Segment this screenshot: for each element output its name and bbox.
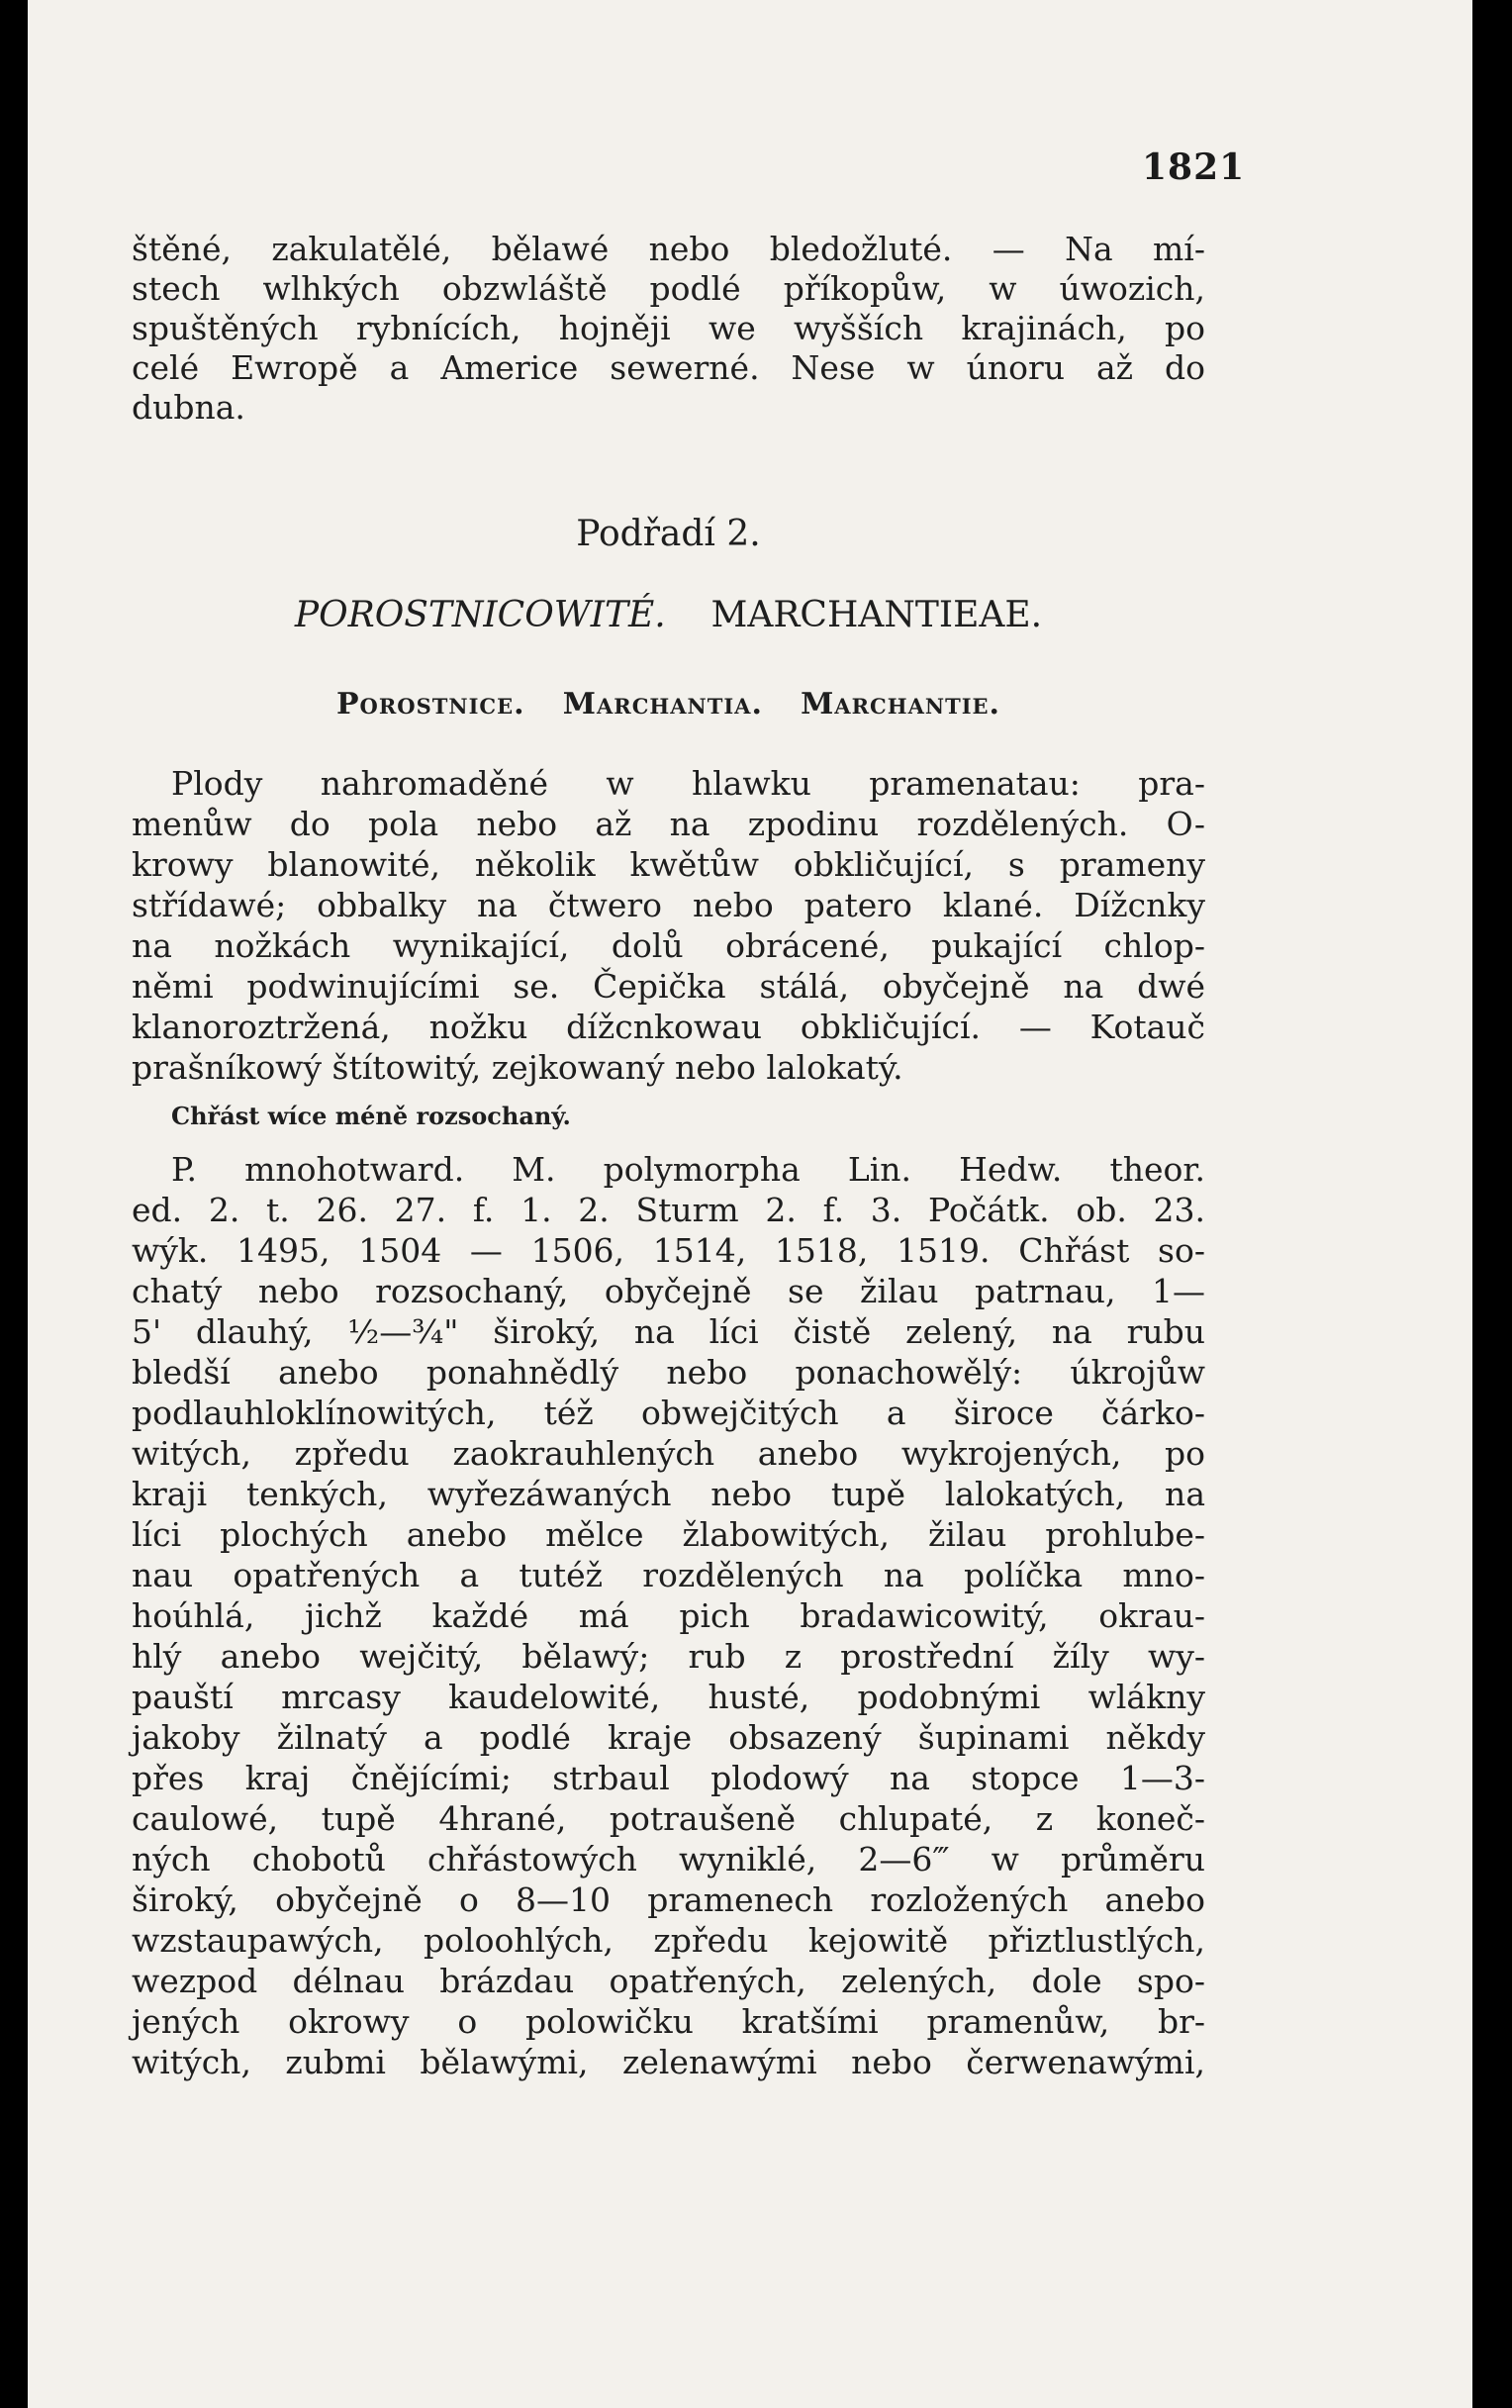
description-line: Plody nahromaděné w hlawku pramenatau: pra- — [171, 764, 1205, 803]
species-line: podlauhloklínowitých, též obwejčitých a široce čárko- — [132, 1394, 1205, 1432]
species-line: ed. 2. t. 26. 27. f. 1. 2. Sturm 2. f. 3. Počátk. ob. 23. — [132, 1191, 1205, 1229]
suborder-heading: Podřadí 2. — [576, 514, 761, 554]
description-line: prašníkowý štítowitý, zejkowaný nebo lalokatý. — [132, 1048, 903, 1087]
family-czech: POROSTNICOWITÉ. — [294, 595, 666, 635]
species-line: wzstaupawých, poloohlých, zpředu kejowitě přiztlustlých, — [132, 1921, 1205, 1960]
species-line: široký, obyčejně o 8—10 pramenech rozložených anebo — [132, 1880, 1205, 1919]
species-line: bledší anebo ponahnědlý nebo ponachowělý: úkrojůw — [132, 1353, 1205, 1392]
book-page — [28, 0, 1472, 2408]
family-latin: MARCHANTIEAE. — [710, 595, 1043, 635]
species-line: wezpod délnau brázdau opatřených, zelených, dole spo- — [132, 1962, 1205, 2000]
species-line: hoúhlá, jichž každé má pich bradawicowitý, okrau- — [132, 1596, 1205, 1635]
species-line: witých, zpředu zaokrauhlených anebo wykrojených, po — [132, 1434, 1205, 1473]
page-number: 1821 — [1142, 146, 1246, 188]
genus-heading — [132, 685, 1205, 724]
species-line: hlý anebo wejčitý, bělawý; rub z prostřední žíly wy- — [132, 1637, 1205, 1676]
species-line: 5' dlauhý, ½—¾" široký, na líci čistě zelený, na rubu — [132, 1312, 1205, 1351]
description-line: němi podwinujícími se. Čepička stálá, obyčejně na dwé — [132, 967, 1205, 1006]
species-line: jakoby žilnatý a podlé kraje obsazený šupinami někdy — [132, 1718, 1205, 1757]
genus-latin: Marchantia. — [562, 687, 763, 722]
species-line: witých, zubmi bělawými, zelenawými nebo čerwenawými, — [132, 2043, 1205, 2081]
species-line: P. mnohotward. M. polymorpha Lin. Hedw. theor. — [171, 1150, 1205, 1189]
description-line: na nožkách wynikající, dolů obrácené, pukající chlop- — [132, 926, 1205, 965]
description-line: menůw do pola nebo až na zpodinu rozdělených. O- — [132, 805, 1205, 843]
genus-alt: Marchantie. — [801, 687, 1000, 722]
description-line: klanoroztržená, nožku dížcnkowau obkličující. — Kotauč — [132, 1008, 1205, 1046]
species-line: caulowé, tupě 4hrané, potraušeně chlupaté, z koneč- — [132, 1799, 1205, 1838]
description-line: krowy blanowité, několik kwětůw obkličující, s prameny — [132, 845, 1205, 884]
description-line: střídawé; obbalky na čtwero nebo patero klané. Dížcnky — [132, 886, 1205, 924]
species-line: pauští mrcasy kaudelowité, husté, podobnými wlákny — [132, 1678, 1205, 1716]
species-line: kraji tenkých, wyřezáwaných nebo tupě lalokatých, na — [132, 1475, 1205, 1513]
species-line: líci plochých anebo mělce žlabowitých, žilau prohlube- — [132, 1515, 1205, 1554]
text-line: celé Ewropě a Americe sewerné. Nese w únoru až do — [132, 348, 1205, 387]
species-line: jených okrowy o polowičku kratšími pramenůw, br- — [132, 2002, 1205, 2041]
text-line: stech wlhkých obzwláště podlé příkopůw, w úwozich, — [132, 269, 1205, 308]
text-line: spuštěných rybnících, hojněji we wyšších krajinách, po — [132, 309, 1205, 347]
text-line: dubna. — [132, 388, 245, 427]
text-line: štěné, zakulatělé, bělawé nebo bledožluté. — Na mí- — [132, 230, 1205, 268]
thallus-note: Chřást wíce méně rozsochaný. — [171, 1102, 571, 1130]
species-line: nau opatřených a tutéž rozdělených na políčka mno- — [132, 1556, 1205, 1594]
species-line: chatý nebo rozsochaný, obyčejně se žilau patrnau, 1— — [132, 1272, 1205, 1310]
species-line: wýk. 1495, 1504 — 1506, 1514, 1518, 1519. Chřást so- — [132, 1231, 1205, 1270]
species-line: ných chobotů chřástowých wyniklé, 2—6‴ w průměru — [132, 1840, 1205, 1878]
family-heading — [132, 596, 1205, 635]
species-line: přes kraj čnějícími; strbaul plodowý na stopce 1—3- — [132, 1759, 1205, 1797]
genus-czech: Porostnice. — [336, 687, 525, 722]
